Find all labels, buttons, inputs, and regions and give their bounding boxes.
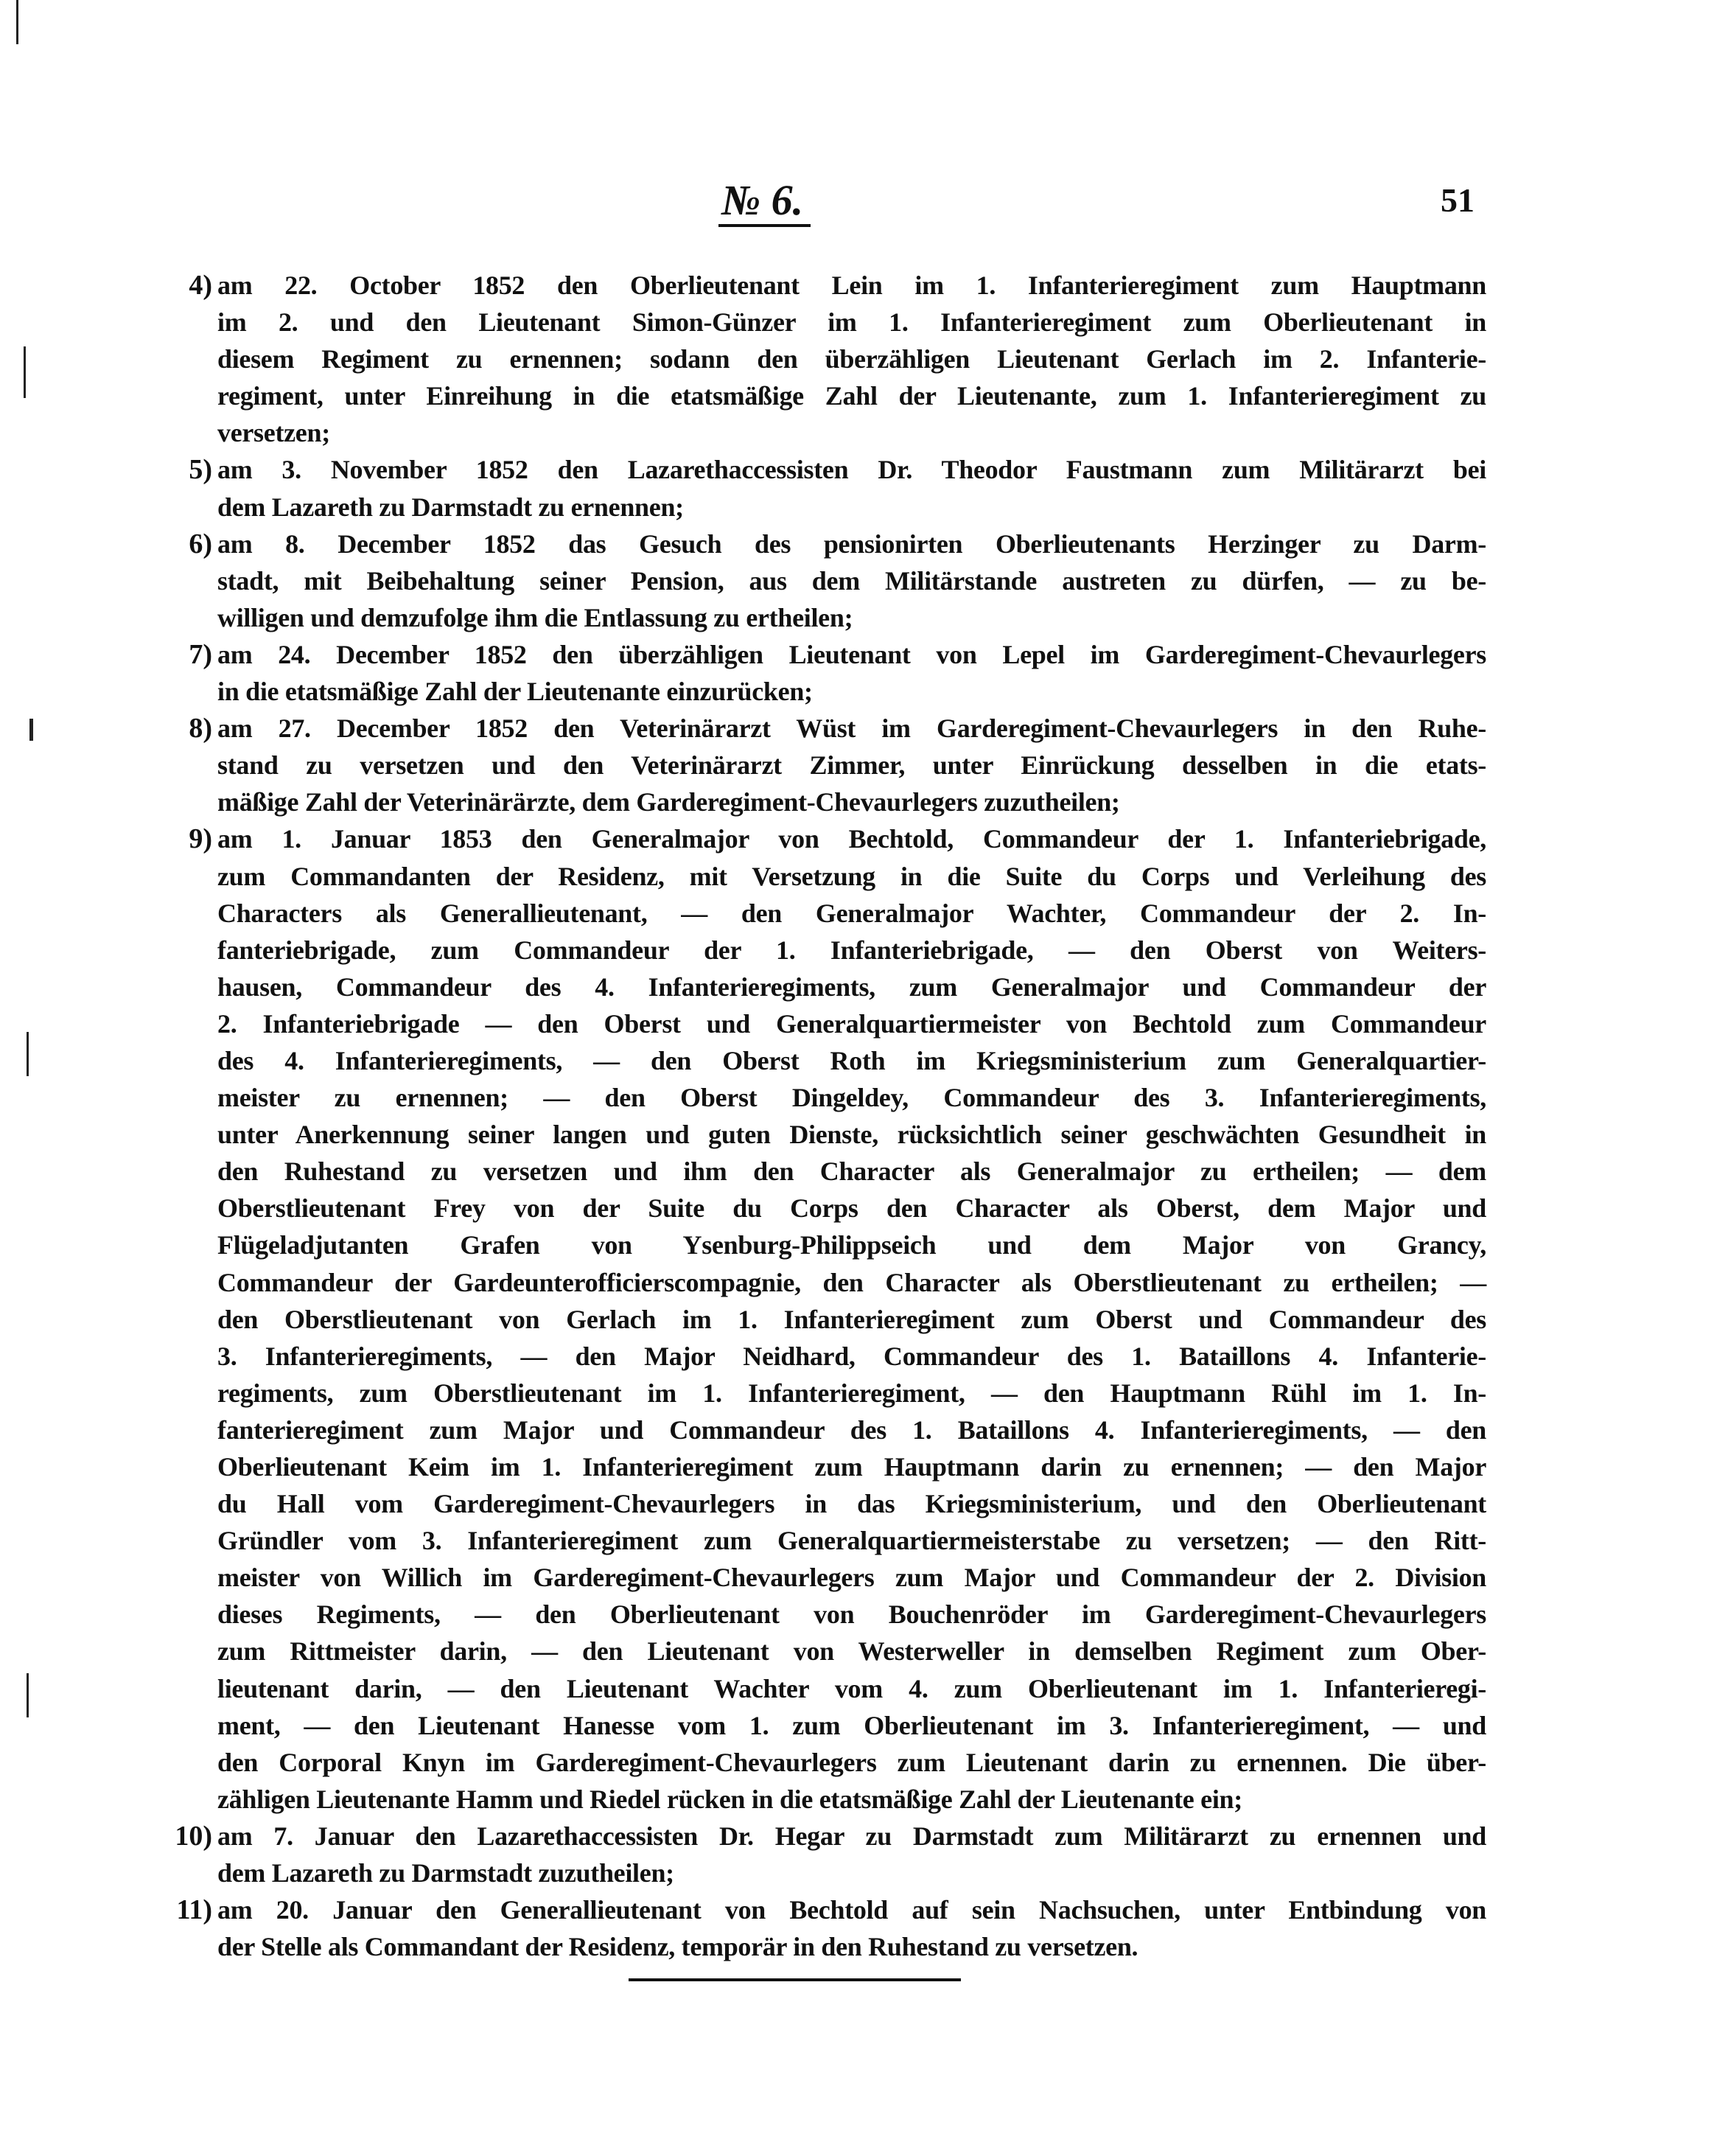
text-line [0, 895, 1714, 932]
line-text: Oberstlieutenant Frey von der Suite du Corps den Character als Oberst, dem Major und [217, 1193, 1486, 1224]
item-number: 6) [189, 528, 212, 559]
line-text: am 1. Januar 1853 den Generalmajor von Bechtold, Commandeur der 1. Infanteriebrigade, [217, 824, 1486, 854]
item-number: 8) [189, 713, 212, 744]
item-number: 10) [175, 1820, 212, 1852]
numbered-item [0, 1891, 1714, 1965]
numbered-item [0, 451, 1714, 525]
line-text: Gründler vom 3. Infanterieregiment zum Generalquartiermeisterstabe zu versetzen; — den Ritt- [217, 1526, 1486, 1556]
document-body [0, 267, 1714, 1965]
text-line [0, 1928, 1714, 1965]
text-line [0, 1633, 1714, 1670]
text-line [0, 858, 1714, 895]
line-text: am 22. October 1852 den Oberlieutenant Lein im 1. Infanterieregiment zum Hauptmann [217, 271, 1486, 300]
line-text: diesem Regiment zu ernennen; sodann den überzähligen Lieutenant Gerlach im 2. Infanterie- [217, 344, 1486, 374]
numbered-item [0, 1818, 1714, 1891]
text-line [0, 1375, 1714, 1412]
text-line [0, 1227, 1714, 1263]
text-line [0, 414, 1714, 451]
line-text: lieutenant darin, — den Lieutenant Wachter vom 4. zum Oberlieutenant im 1. Infanterieregi- [217, 1673, 1486, 1703]
page-number: 51 [1441, 181, 1475, 219]
text-line [0, 1005, 1714, 1042]
text-line [0, 1781, 1714, 1818]
line-text: ment, — den Lieutenant Hanesse vom 1. zum Oberlieutenant im 3. Infanterieregiment, — und [217, 1710, 1486, 1740]
line-text: hausen, Commandeur des 4. Infanterieregiments, zum Generalmajor und Commandeur der [217, 971, 1486, 1002]
text-line [0, 636, 1714, 673]
text-line [0, 710, 1714, 747]
line-text: im 2. und den Lieutenant Simon-Günzer im 1. Infanterieregiment zum Oberlieutenant in [217, 307, 1486, 338]
item-number: 11) [176, 1894, 212, 1926]
text-line [0, 1485, 1714, 1522]
text-line [0, 267, 1714, 304]
text-line [0, 1448, 1714, 1485]
line-text: zum Commandanten der Residenz, mit Versetzung in die Suite du Corps und Verleihung des [217, 861, 1486, 891]
line-text: des 4. Infanterieregiments, — den Oberst Roth im Kriegsministerium zum Generalquartier- [217, 1045, 1486, 1075]
text-line [0, 526, 1714, 562]
line-text: am 24. December 1852 den überzähligen Lieutenant von Lepel im Garderegiment-Chevaurlegers [217, 639, 1486, 669]
line-text: du Hall vom Garderegiment-Chevaurlegers in das Kriegsministerium, und den Oberlieutenant [217, 1489, 1486, 1519]
text-line [0, 1264, 1714, 1301]
numbered-item [0, 636, 1714, 710]
text-line [0, 673, 1714, 710]
text-line [0, 562, 1714, 599]
text-line [0, 304, 1714, 341]
closing-rule [629, 1978, 961, 1981]
text-line [0, 1522, 1714, 1559]
text-line [0, 747, 1714, 784]
line-text: meister von Willich im Garderegiment-Chevaurlegers zum Major und Commandeur der 2. Division [217, 1563, 1486, 1593]
line-text: fanteriebrigade, zum Commandeur der 1. Infanteriebrigade, — den Oberst von Weiters- [217, 935, 1486, 965]
item-number: 9) [189, 823, 212, 855]
text-line [0, 1116, 1714, 1153]
line-text: fanterieregiment zum Major und Commandeur des 1. Bataillons 4. Infanterieregiments, — den [217, 1414, 1486, 1445]
item-number: 4) [189, 270, 212, 301]
text-line [0, 1818, 1714, 1855]
line-text: am 20. Januar den Generallieutenant von Bechtold auf sein Nachsuchen, unter Entbindung von [217, 1895, 1486, 1925]
text-line [0, 451, 1714, 488]
line-text: Commandeur der Gardeunterofficierscompagnie, den Character als Oberstlieutenant zu ertheilen; — [217, 1267, 1486, 1297]
text-line [0, 932, 1714, 969]
line-text: regiment, unter Einreihung in die etatsmäßige Zahl der Lieutenante, zum 1. Infanterieregiment zu [217, 381, 1486, 411]
line-text: am 27. December 1852 den Veterinärarzt Wüst im Garderegiment-Chevaurlegers in den Ruhe- [217, 714, 1486, 744]
text-line [0, 1670, 1714, 1707]
text-line [0, 1596, 1714, 1633]
line-text: zum Rittmeister darin, — den Lieutenant von Westerweller in demselben Regiment zum Ober- [217, 1636, 1486, 1667]
numbered-item [0, 267, 1714, 451]
text-line [0, 1891, 1714, 1928]
line-text: dem Lazareth zu Darmstadt zuzutheilen; [217, 1858, 674, 1888]
line-text: dieses Regiments, — den Oberlieutenant von Bouchenröder im Garderegiment-Chevaurlegers [217, 1599, 1486, 1630]
line-text: versetzen; [217, 418, 330, 448]
text-line [0, 1855, 1714, 1891]
text-line [0, 599, 1714, 636]
numbered-item [0, 710, 1714, 820]
line-text: den Corporal Knyn im Garderegiment-Chevaurlegers zum Lieutenant darin zu ernennen. Die über- [217, 1747, 1486, 1777]
line-text: Flügeladjutanten Grafen von Ysenburg-Philippseich und dem Major von Grancy, [217, 1230, 1486, 1260]
line-text: stand zu versetzen und den Veterinärarzt Zimmer, unter Einrückung desselben in die etats- [217, 750, 1486, 781]
text-line [0, 1042, 1714, 1079]
line-text: der Stelle als Commandant der Residenz, temporär in den Ruhestand zu versetzen. [217, 1932, 1138, 1962]
text-line [0, 1338, 1714, 1375]
line-text: Characters als Generallieutenant, — den Generalmajor Wachter, Commandeur der 2. In- [217, 898, 1486, 928]
text-line [0, 341, 1714, 377]
line-text: am 8. December 1852 das Gesuch des pensionirten Oberlieutenants Herzinger zu Darm- [217, 528, 1486, 559]
issue-number: № 6. [718, 177, 811, 227]
line-text: stadt, mit Beibehaltung seiner Pension, aus dem Militärstande austreten zu dürfen, — zu be- [217, 565, 1486, 596]
text-line [0, 820, 1714, 857]
line-text: 2. Infanteriebrigade — den Oberst und Generalquartiermeister von Bechtold zum Commandeur [217, 1008, 1486, 1039]
line-text: mäßige Zahl der Veterinärärzte, dem Garderegiment-Chevaurlegers zuzutheilen; [217, 787, 1120, 817]
text-line [0, 1559, 1714, 1596]
line-text: Oberlieutenant Keim im 1. Infanterieregiment zum Hauptmann darin zu ernennen; — den Major [217, 1452, 1486, 1482]
line-text: am 3. November 1852 den Lazarethaccessisten Dr. Theodor Faustmann zum Militärarzt bei [217, 455, 1486, 485]
line-text: unter Anerkennung seiner langen und guten Dienste, rücksichtlich seiner geschwächten Gesundheit in [217, 1120, 1486, 1150]
line-text: regiments, zum Oberstlieutenant im 1. Infanterieregiment, — den Hauptmann Rühl im 1. In- [217, 1378, 1486, 1408]
line-text: den Oberstlieutenant von Gerlach im 1. Infanterieregiment zum Oberst und Commandeur des [217, 1304, 1486, 1334]
text-line [0, 1412, 1714, 1448]
text-line [0, 784, 1714, 820]
item-number: 5) [189, 454, 212, 486]
text-line [0, 1153, 1714, 1190]
line-text: meister zu ernennen; — den Oberst Dingeldey, Commandeur des 3. Infanterieregiments, [217, 1083, 1486, 1113]
line-text: am 7. Januar den Lazarethaccessisten Dr. Hegar zu Darmstadt zum Militärarzt zu ernennen und [217, 1821, 1486, 1851]
line-text: zähligen Lieutenante Hamm und Riedel rücken in die etatsmäßige Zahl der Lieutenante ein; [217, 1784, 1242, 1814]
line-text: in die etatsmäßige Zahl der Lieutenante einzurücken; [217, 677, 813, 707]
text-line [0, 1707, 1714, 1744]
text-line [0, 1744, 1714, 1781]
numbered-item [0, 526, 1714, 636]
line-text: 3. Infanterieregiments, — den Major Neidhard, Commandeur des 1. Bataillons 4. Infanterie- [217, 1341, 1486, 1371]
scan-mark [16, 0, 18, 44]
numbered-item [0, 820, 1714, 1818]
text-line [0, 1301, 1714, 1338]
text-line [0, 489, 1714, 526]
text-line [0, 969, 1714, 1005]
item-number: 7) [189, 638, 212, 670]
text-line [0, 377, 1714, 414]
line-text: den Ruhestand zu versetzen und ihm den Character als Generalmajor zu ertheilen; — dem [217, 1157, 1486, 1187]
text-line [0, 1079, 1714, 1116]
text-line [0, 1190, 1714, 1227]
line-text: willigen und demzufolge ihm die Entlassung zu ertheilen; [217, 602, 853, 632]
line-text: dem Lazareth zu Darmstadt zu ernennen; [217, 492, 684, 522]
